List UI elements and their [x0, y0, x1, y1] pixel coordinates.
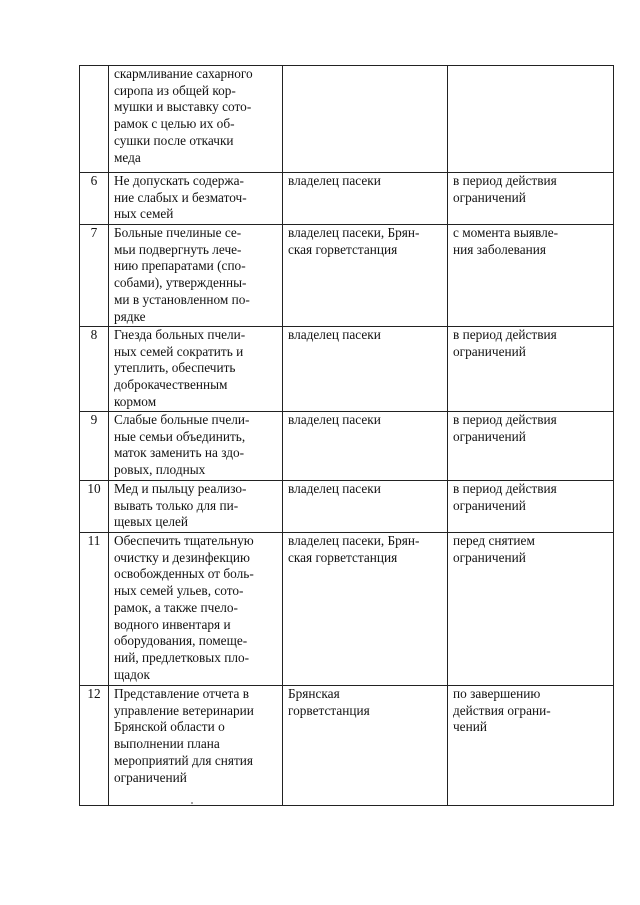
measure-cell-line: нию препаратами (спо-: [114, 258, 246, 274]
table-row: [80, 533, 614, 686]
measure-cell-line: Представление отчета в: [114, 686, 249, 701]
row-number: 8: [80, 327, 109, 412]
measure-cell: [109, 481, 283, 533]
measure-cell-line: щевых целей: [114, 514, 188, 530]
measure-cell: [109, 225, 283, 327]
measure-cell-line: мушки и выставку сото-: [114, 99, 252, 115]
measure-cell: [109, 686, 283, 806]
measure-cell-line: ные семьи объединить,: [114, 428, 246, 444]
measure-cell-line: рамок с целью их об-: [114, 116, 235, 132]
deadline-cell-line: в период действия: [453, 327, 557, 342]
responsible-cell-line: Брянская: [288, 686, 340, 701]
deadline-cell-line: ограничений: [453, 343, 526, 359]
measure-cell: [109, 533, 283, 686]
scan-speck: [191, 802, 193, 804]
row-number: 11: [80, 533, 109, 686]
measure-cell-line: Мед и пыльцу реализо-: [114, 481, 247, 496]
responsible-cell: [283, 412, 448, 481]
deadline-cell: [448, 327, 614, 412]
measure-cell-line: доброкачественным: [114, 377, 228, 393]
deadline-cell: [448, 173, 614, 225]
responsible-cell-line: владелец пасеки: [288, 481, 381, 496]
responsible-cell: [283, 66, 448, 173]
measures-table-body: [80, 66, 614, 806]
measure-cell-line: ных семей сократить и: [114, 343, 244, 359]
measure-cell-line: ных семей: [114, 206, 174, 222]
row-number: 12: [80, 686, 109, 806]
responsible-cell-line: ская горветстанция: [288, 549, 398, 565]
measure-cell-line: Слабые больные пчели-: [114, 412, 250, 427]
responsible-cell-line: владелец пасеки: [288, 412, 381, 427]
measure-cell-line: управление ветеринарии: [114, 702, 254, 718]
measure-cell-line: ровых, плодных: [114, 462, 206, 478]
measure-cell-line: мероприятий для снятия: [114, 752, 253, 768]
measure-cell-line: собами), утвержденны-: [114, 275, 247, 291]
measure-cell-line: оборудования, помеще-: [114, 633, 248, 649]
deadline-cell-line: перед снятием: [453, 533, 535, 548]
table-row: [80, 66, 614, 173]
measure-cell-line: водного инвентаря и: [114, 616, 231, 632]
measure-cell-line: вывать только для пи-: [114, 497, 239, 513]
responsible-cell: [283, 533, 448, 686]
measure-cell-line: скармливание сахарного: [114, 66, 253, 81]
measure-cell-line: ние слабых и безматоч-: [114, 189, 247, 205]
deadline-cell: [448, 533, 614, 686]
measure-cell-line: выполнении плана: [114, 736, 220, 752]
deadline-cell-line: в период действия: [453, 481, 557, 496]
table-row: [80, 327, 614, 412]
deadline-cell-line: ограничений: [453, 189, 526, 205]
responsible-cell-line: владелец пасеки: [288, 173, 381, 188]
row-number: 10: [80, 481, 109, 533]
responsible-cell: [283, 686, 448, 806]
measure-cell-line: очистку и дезинфекцию: [114, 549, 250, 565]
responsible-cell-line: владелец пасеки, Брян-: [288, 225, 420, 240]
measure-cell-line: ных семей ульев, сото-: [114, 583, 244, 599]
measure-cell-line: рамок, а также пчело-: [114, 599, 238, 615]
measure-cell-line: ми в установленном по-: [114, 291, 250, 307]
measure-cell-line: кормом: [114, 393, 157, 409]
row-number: 9: [80, 412, 109, 481]
responsible-cell: [283, 481, 448, 533]
deadline-cell-line: чений: [453, 719, 487, 735]
table-row: [80, 412, 614, 481]
measure-cell: [109, 66, 283, 173]
table-row: [80, 481, 614, 533]
deadline-cell-line: в период действия: [453, 173, 557, 188]
measure-cell-line: щадок: [114, 666, 151, 682]
deadline-cell-line: с момента выявле-: [453, 225, 559, 240]
measure-cell: [109, 327, 283, 412]
measure-cell-line: сиропа из общей кор-: [114, 82, 236, 98]
measure-cell-line: Обеспечить тщательную: [114, 533, 254, 548]
measure-cell-line: Больные пчелиные се-: [114, 225, 242, 240]
responsible-cell-line: владелец пасеки, Брян-: [288, 533, 420, 548]
deadline-cell: [448, 225, 614, 327]
table-row: [80, 173, 614, 225]
measure-cell-line: мьи подвергнуть лече-: [114, 241, 242, 257]
measure-cell-line: меда: [114, 149, 141, 165]
deadline-cell-line: по завершению: [453, 686, 541, 701]
measure-cell: [109, 173, 283, 225]
measure-cell-line: ний, предлетковых пло-: [114, 649, 250, 665]
responsible-cell: [283, 173, 448, 225]
table-row: [80, 686, 614, 806]
measure-cell-line: рядке: [114, 308, 146, 324]
measure-cell-line: утеплить, обеспечить: [114, 360, 236, 376]
deadline-cell: [448, 66, 614, 173]
responsible-cell: [283, 225, 448, 327]
responsible-cell-line: горветстанция: [288, 702, 370, 718]
measures-table: [79, 65, 614, 806]
deadline-cell: [448, 686, 614, 806]
responsible-cell-line: владелец пасеки: [288, 327, 381, 342]
measure-cell-line: освобожденных от боль-: [114, 566, 254, 582]
deadline-cell-line: действия ограни-: [453, 702, 551, 718]
row-number: 6: [80, 173, 109, 225]
measure-cell-line: маток заменить на здо-: [114, 445, 245, 461]
measure-cell-line: ограничений: [114, 769, 187, 785]
deadline-cell-line: в период действия: [453, 412, 557, 427]
deadline-cell: [448, 412, 614, 481]
measure-cell-line: сушки после откачки: [114, 132, 234, 148]
measure-cell-line: Не допускать содержа-: [114, 173, 244, 188]
deadline-cell-line: ограничений: [453, 428, 526, 444]
table-row: [80, 225, 614, 327]
deadline-cell-line: ограничений: [453, 549, 526, 565]
measure-cell-line: Гнезда больных пчели-: [114, 327, 246, 342]
responsible-cell: [283, 327, 448, 412]
row-number: [80, 66, 109, 173]
deadline-cell-line: ограничений: [453, 497, 526, 513]
responsible-cell-line: ская горветстанция: [288, 241, 398, 257]
row-number: 7: [80, 225, 109, 327]
measure-cell: [109, 412, 283, 481]
deadline-cell-line: ния заболевания: [453, 241, 546, 257]
deadline-cell: [448, 481, 614, 533]
measure-cell-line: Брянской области о: [114, 719, 225, 735]
